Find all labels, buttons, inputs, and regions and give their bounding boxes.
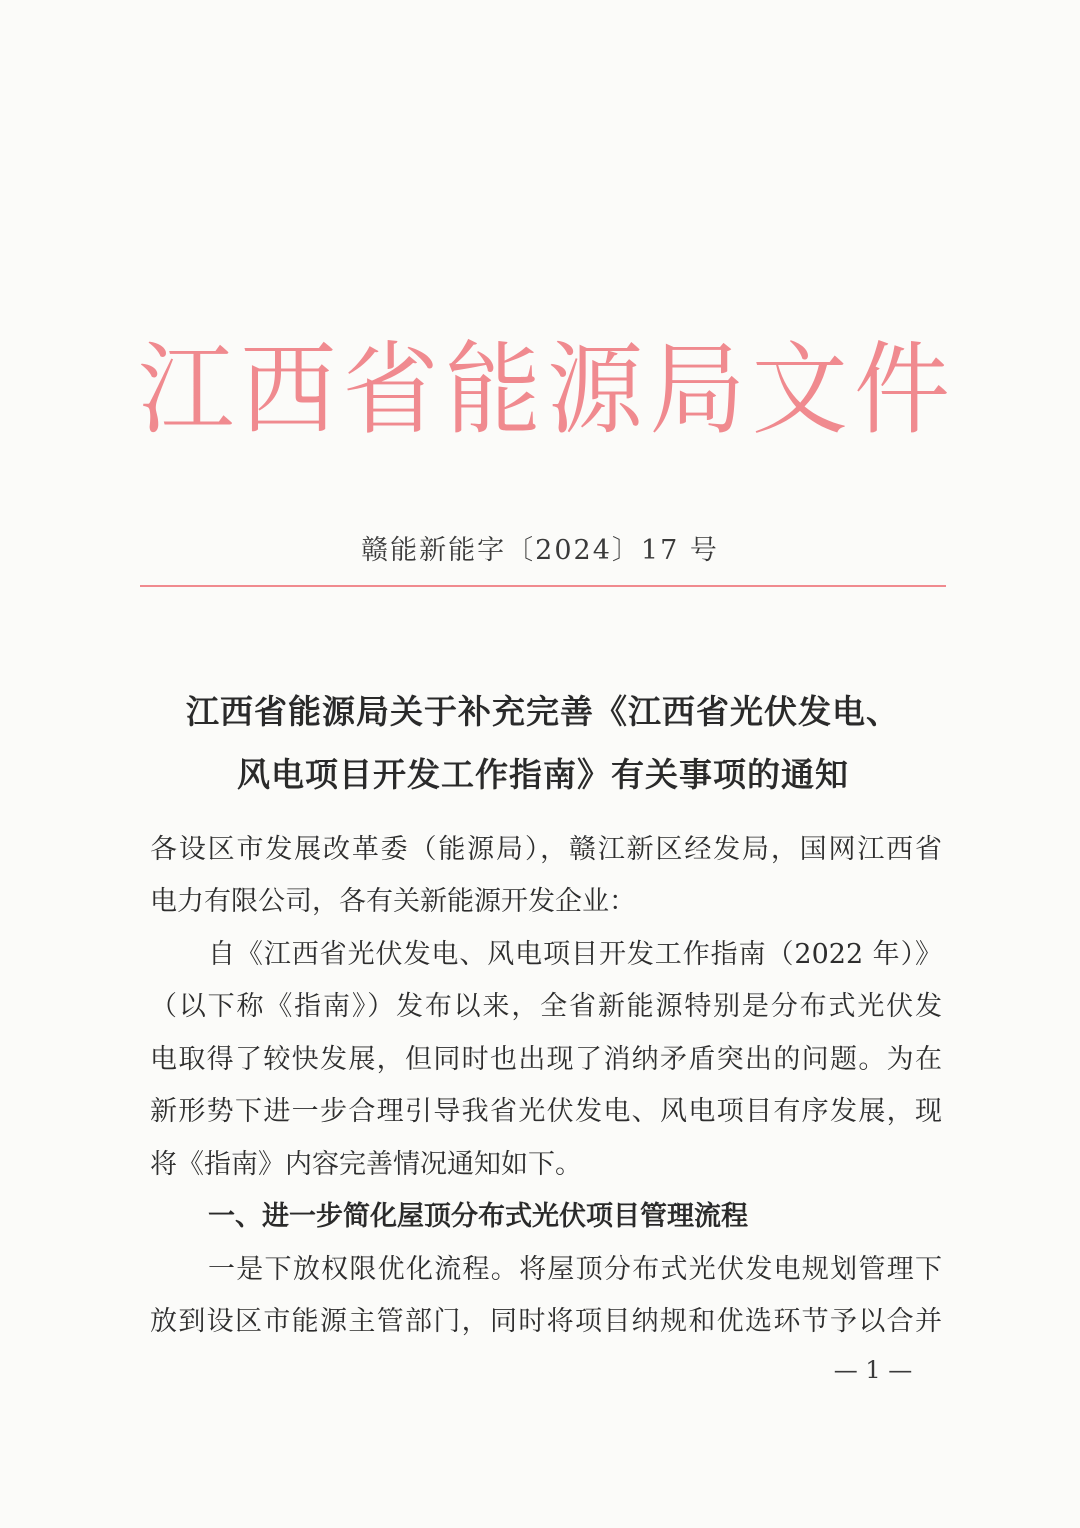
document-number: 赣能新能字〔2024〕17 号: [361, 535, 719, 566]
header-char: 源: [547, 331, 644, 449]
header-char: 省: [342, 331, 439, 449]
header-char: 能: [444, 331, 541, 449]
paragraph-line: 自《江西省光伏发电、风电项目开发工作指南（2022 年）》: [208, 939, 942, 970]
addressee-line-2: 电力有限公司，各有关新能源开发企业：: [150, 886, 636, 917]
paragraph-line: 一是下放权限优化流程。将屋顶分布式光伏发电规划管理下: [208, 1254, 942, 1285]
header-divider: [140, 585, 946, 587]
header-char: 局: [649, 331, 746, 449]
paragraph-line: （以下称《指南》）发布以来，全省新能源特别是分布式光伏发: [150, 991, 942, 1022]
paragraph-line: 新形势下进一步合理引导我省光伏发电、风电项目有序发展，现: [150, 1096, 942, 1127]
notice-title-line-2: 风电项目开发工作指南》有关事项的通知: [237, 755, 849, 794]
section-heading: 一、进一步简化屋顶分布式光伏项目管理流程: [208, 1201, 748, 1232]
page-number: — 1 —: [833, 1356, 913, 1384]
paragraph-line: 放到设区市能源主管部门，同时将项目纳规和优选环节予以合并: [150, 1306, 942, 1337]
header-char: 西: [240, 331, 337, 449]
notice-title-line-1: 江西省能源局关于补充完善《江西省光伏发电、: [186, 692, 900, 731]
addressee-line-1: 各设区市发展改革委（能源局），赣江新区经发局，国网江西省: [150, 834, 942, 865]
paragraph-line: 电取得了较快发展，但同时也出现了消纳矛盾突出的问题。为在: [150, 1044, 942, 1075]
header-char: 江: [138, 331, 234, 449]
issuer-header: [138, 331, 950, 449]
header-char: 文: [751, 331, 848, 449]
paragraph-line: 将《指南》内容完善情况通知如下。: [150, 1149, 582, 1180]
header-char: 件: [853, 331, 950, 449]
